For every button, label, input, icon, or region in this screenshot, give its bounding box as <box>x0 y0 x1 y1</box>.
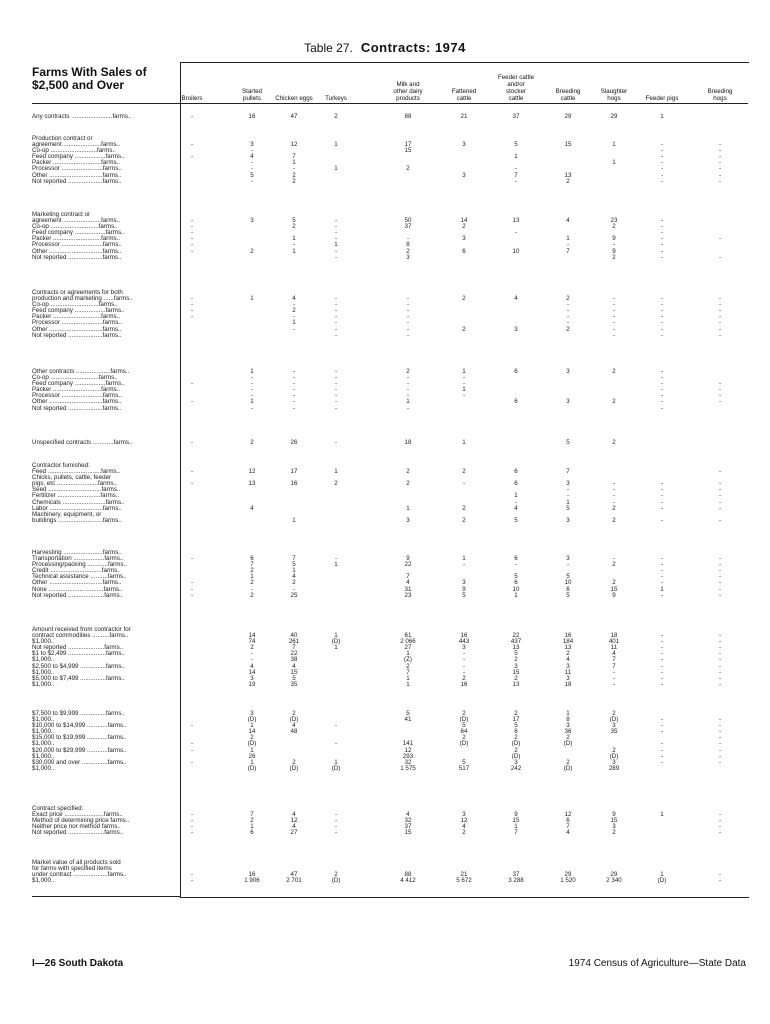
table-cell: 15 13 2 <box>564 141 572 185</box>
table-cell: - <box>190 113 194 120</box>
table-cell: 88 <box>404 113 412 120</box>
table-cell: - - 1 (D) <box>331 722 341 772</box>
table-cell: - - - - - - - <box>292 368 296 412</box>
table-cell: 3 3 <box>566 368 570 406</box>
table-cell: 2 (D) 4 48 2 (D) <box>289 710 299 772</box>
column-header: Slaughter hogs <box>600 88 628 102</box>
table-cell: 6 7 2 1 2 - 2 <box>250 555 254 599</box>
table-cell: - <box>334 439 338 446</box>
table-cell: 26 <box>290 439 298 446</box>
table-cell: - - - - 2 2 <box>612 480 616 524</box>
table-cell: 4 12 4 27 <box>290 811 298 837</box>
table-cell: 1 <box>462 439 466 446</box>
table-cell: 14 74 2 - - 4 14 3 19 <box>248 632 256 688</box>
column-header: Turkeys <box>325 95 347 102</box>
table-cell: 1 (D) 1 <box>331 632 341 652</box>
table-cell: - - - - <box>190 722 194 766</box>
table-cell: 18 401 11 4 7 7 - - - <box>608 632 620 688</box>
column-header: Chicken eggs <box>275 95 313 102</box>
table-cell: 9 22 7 4 31 23 <box>404 555 412 599</box>
table-cell: 14 2 3 6 <box>460 217 468 255</box>
table-cell: - - <box>190 141 194 161</box>
table-cell: 2 - - - - 2 <box>566 295 570 333</box>
table-cell: - - - - <box>334 811 338 837</box>
table-cell: 4 - 2 - 1 - <box>292 295 296 333</box>
table-cell: 2 2 <box>462 295 466 333</box>
table-cell: 2 17 5 6 2 (D) 2 (D) 3 242 <box>510 710 522 772</box>
table-cell: 5 41 141 12 293 32 1 575 <box>400 710 416 772</box>
table-cell: - - - - - - - <box>660 217 664 261</box>
table-cell: 3 (D) 1 14 2 (D) 1 26 1 (D) <box>247 710 257 772</box>
table-cell: 9 15 3 2 <box>610 811 618 837</box>
table-cell: 4 1 - 7 <box>566 217 570 255</box>
table-cell: - - - - - - <box>190 217 194 255</box>
table-cell: 16 443 3 - - - - 2 16 <box>458 632 470 688</box>
table-cell: 2 (D) <box>331 871 341 885</box>
table-cell: 16 184 13 2 4 3 11 3 18 <box>562 632 574 688</box>
row-stub: Contracts or agreements for both production and marketing ......farms.. Co-op ............................farms.. Feed company ..................farms.. Packer ............................farms.. Processor ........................farms.. Other ...............................farms.. Not reported ....................farms.. <box>32 289 133 339</box>
table-cell: 6 6 <box>514 368 518 406</box>
table-cell: 2 - - - - 1 - <box>406 368 410 412</box>
table-cell: 7 3 - - 1 5 3 <box>566 468 570 524</box>
table-cell: - - - - - - - <box>660 141 664 185</box>
table-cell: 6 - 5 6 10 1 <box>512 555 520 599</box>
column-header: Feeder pigs <box>645 95 679 102</box>
table-cell: - - - - - - - <box>612 295 616 339</box>
table-cell: - <box>190 439 194 446</box>
table-cell: 1 - - - - 1 - <box>250 368 254 412</box>
table-cell: 6 6 1 - 4 5 <box>514 468 518 524</box>
table-subtitle: Farms With Sales of $2,500 and Over <box>32 65 147 92</box>
table-cell: 2 2 <box>612 368 616 406</box>
table-cell: 1 8 3 36 2 (D) 2 (D) <box>563 710 573 772</box>
column-header: Fattened cattle <box>451 88 477 102</box>
table-cell: 88 4 412 <box>400 871 416 885</box>
table-cell: 17 16 1 <box>290 468 298 524</box>
table-cell: - - - - <box>190 811 194 837</box>
table-cell: 3 2 <box>250 217 254 255</box>
table-cell: 1 - - 1 - <box>462 368 466 400</box>
table-cell: 4 32 37 15 <box>404 811 412 837</box>
table-cell: - - - - - - - - - <box>718 632 722 688</box>
table-cell: - 1 <box>334 555 338 569</box>
stub-header-rule <box>32 103 180 104</box>
column-header: Breeding cattle <box>555 88 581 102</box>
table-cell: 1 <box>250 295 254 303</box>
table-cell: - - - - - - - - <box>718 716 722 766</box>
table-cell: - - - - - - - <box>660 716 664 766</box>
table-cell: 1 <box>660 113 664 120</box>
table-cell: 18 <box>404 439 412 446</box>
table-cell: 9 15 1 7 <box>512 811 520 837</box>
table-heading: Contracts: 1974 <box>360 40 466 55</box>
row-stub: Unspecified contracts ............farms.. <box>32 439 133 446</box>
table-cell: 5 <box>566 439 570 446</box>
table-cell: - - <box>190 380 194 406</box>
table-cell: 1 1 <box>612 141 616 167</box>
table-cell: - - - - <box>190 295 194 321</box>
table-cell: 29 2 340 <box>606 871 622 885</box>
table-cell: - - - - <box>718 380 722 406</box>
table-cell: - - - - - 1 - <box>660 555 664 599</box>
table-cell: - - <box>190 468 194 488</box>
table-cell: - - - - - - - <box>718 468 722 524</box>
table-cell: 37 3 288 <box>508 871 524 885</box>
row-stub: Amount received from contractor for contract commodities ..........farms.. $1,000.. Not reported .....................farms.. $1 to $2,499 ......................farms.. $1,000.. $2,500 to $4,999 ...............farms.. $1,000.. $5,000 to $7,499 ...............farms.. $1,000.. <box>32 626 131 688</box>
row-stub: Marketing contract or agreement ......................farms.. Co-op ............................farms.. Feed company ..................farms.. Packer ............................farms.. Processor ........................farms.. Other ...............................farms.. Not reported ....................farms.. <box>32 211 125 261</box>
row-stub: Contract specified: Exact price .......................farms.. Method of determining price farms.. Neither price nor method farms.. Not reported .....................farms.. <box>32 805 130 837</box>
table-cell: 1 - 3 9 5 <box>462 555 466 599</box>
table-cell: - - - - <box>190 555 194 599</box>
row-stub: $7,500 to $9,999 ...............farms.. $1,000.. $10,000 to $14,999 ............farms.. $1,000.. $15,000 to $19,999 ............farms.. $1,000.. $20,000 to $29,999 ............farms.. $1,000.. $30,000 and over ...............farms.. $1,000.. <box>32 710 127 772</box>
table-cell: - - <box>718 871 722 885</box>
table-number: Table 27. <box>304 41 353 55</box>
table-cell: 61 2 066 27 1 (Z) 2 7 1 1 <box>400 632 416 688</box>
column-header-rule <box>180 103 748 104</box>
table-cell: 23 2 9 - 9 2 <box>610 217 618 261</box>
column-header: Milk and other dairy products <box>393 81 423 102</box>
table-cell: 3 - 5 10 6 5 <box>564 555 572 599</box>
table-cell: 12 7 1 - 2 2 <box>290 141 298 185</box>
table-cell: 40 261 7 22 38 4 15 5 35 <box>288 632 300 688</box>
table-cell: - - <box>190 871 194 885</box>
table-cell: 2 (D) 3 35 2 (D) 3 289 <box>608 710 620 772</box>
table-cell: 2 <box>334 113 338 120</box>
table-cell: 16 1 906 <box>244 871 260 885</box>
stub-bottom-rule <box>32 896 180 897</box>
row-stub: Contractor furnished: Feed ...............................farms.. Chicks, pullets, cattle, feeder pigs, etc ........................farms.. Seed ...............................farms.. Fertilizer .........................farms.. Chemicals .........................farms.. Labor ...............................farms.. Machinery, equipment, or buildings ..........................farms.. <box>32 462 125 524</box>
table-cell: 2 <box>612 439 616 446</box>
table-cell: 29 1 520 <box>560 871 576 885</box>
footer-source: 1974 Census of Agriculture—State Data <box>568 958 746 969</box>
table-cell: - - - - - - - - - <box>660 632 664 688</box>
table-cell: 37 <box>512 113 520 120</box>
row-stub: Other contracts ....................farms.. Co-op ............................farms.. Feed company ..................farms.. Packer ............................farms.. Processor ........................farms.. Other ...............................farms.. Not reported ....................farms.. <box>32 368 130 412</box>
table-cell: 3 - 4 - - 5 - <box>250 141 254 185</box>
table-cell: - - - - - - - <box>334 295 338 339</box>
table-cell: 12 13 4 <box>248 468 256 512</box>
table-cell: 5 2 1 - 1 <box>292 217 296 255</box>
table-cell: 17 15 2 <box>404 141 412 173</box>
table-cell: - - - - - - - <box>334 368 338 412</box>
table-cell: 21 5 672 <box>456 871 472 885</box>
table-cell: - - - - 1 - - <box>334 217 338 261</box>
table-cell: 12 6 7 4 <box>564 811 572 837</box>
table-cell: 47 2 701 <box>286 871 302 885</box>
table-cell: 2 2 1 3 <box>406 468 410 524</box>
row-stub: Market value of all products sold for farms with specified items under contract ....................farms.. $1,000.. <box>32 859 127 885</box>
table-cell: 2 - 2 2 <box>462 468 466 524</box>
table-cell: - - - - - - - <box>660 295 664 339</box>
footer-page-label: I—26 South Dakota <box>32 958 124 969</box>
table-cell: 47 <box>290 113 298 120</box>
table-cell: 13 - 10 <box>512 217 520 255</box>
table-cell: 3 3 <box>462 141 466 179</box>
column-header: Feeder cattle and/or stocker cattle <box>497 74 535 102</box>
table-cell: - - - - - - - <box>406 295 410 339</box>
table-title <box>0 40 770 55</box>
table-cell: 1 1 <box>334 141 338 173</box>
row-stub: Any contracts ........................farms.. <box>32 113 132 120</box>
table-cell: - - - - - - - <box>718 295 722 339</box>
table-cell: 7 5 1 4 2 - 25 <box>290 555 298 599</box>
table-cell: 50 37 - 8 2 3 <box>404 217 412 261</box>
table-cell: 7 2 1 6 <box>250 811 254 837</box>
column-header: Broilers <box>181 95 203 102</box>
column-header: Started pullets <box>242 88 262 102</box>
table-cell: 5 1 - 7 - <box>514 141 518 185</box>
row-stub: Harvesting .......................farms.. Transportation ..................farms.. Processing/packing ............farms.. Credit ..............................farms.. Technical assistance ..........farms.. Other ...............................farms.. None ................................farms.. Not reported .....................farms.. <box>32 549 127 599</box>
column-header: Breeding hogs <box>707 88 733 102</box>
table-cell: 1 (D) <box>657 871 667 885</box>
row-stub: Production contract or agreement ......................farms.. Co-op ...........................farms.. Feed company ..................farms.. Packer ............................farms.. Processor ........................farms.. Other ...............................farms.. Not reported ....................farms.. <box>32 135 125 185</box>
table-cell: 4 3 <box>514 295 518 333</box>
table-cell: - - - - - - - <box>718 141 722 185</box>
table-cell: - - - - - - <box>660 480 664 524</box>
table-cell: - - <box>718 235 722 261</box>
table-cell: 1 2 <box>334 468 338 488</box>
table-cell: - - - - - - - <box>718 555 722 599</box>
table-cell: 29 <box>610 113 618 120</box>
table-cell: 29 <box>564 113 572 120</box>
table-cell: 16 <box>248 113 256 120</box>
table-cell: - - - - - - - <box>660 368 664 412</box>
table-cell: 2 <box>250 439 254 446</box>
table-cell: 2 (D) 5 64 2 (D) 5 517 <box>458 710 470 772</box>
table-cell: - - - - <box>718 811 722 837</box>
table-cell: 1 <box>660 811 664 819</box>
table-cell: 21 <box>460 113 468 120</box>
table-cell: 3 12 4 2 <box>460 811 468 837</box>
table-cell: 22 437 13 5 2 3 15 2 13 <box>510 632 522 688</box>
table-cell: - 2 2 15 9 <box>610 555 618 599</box>
